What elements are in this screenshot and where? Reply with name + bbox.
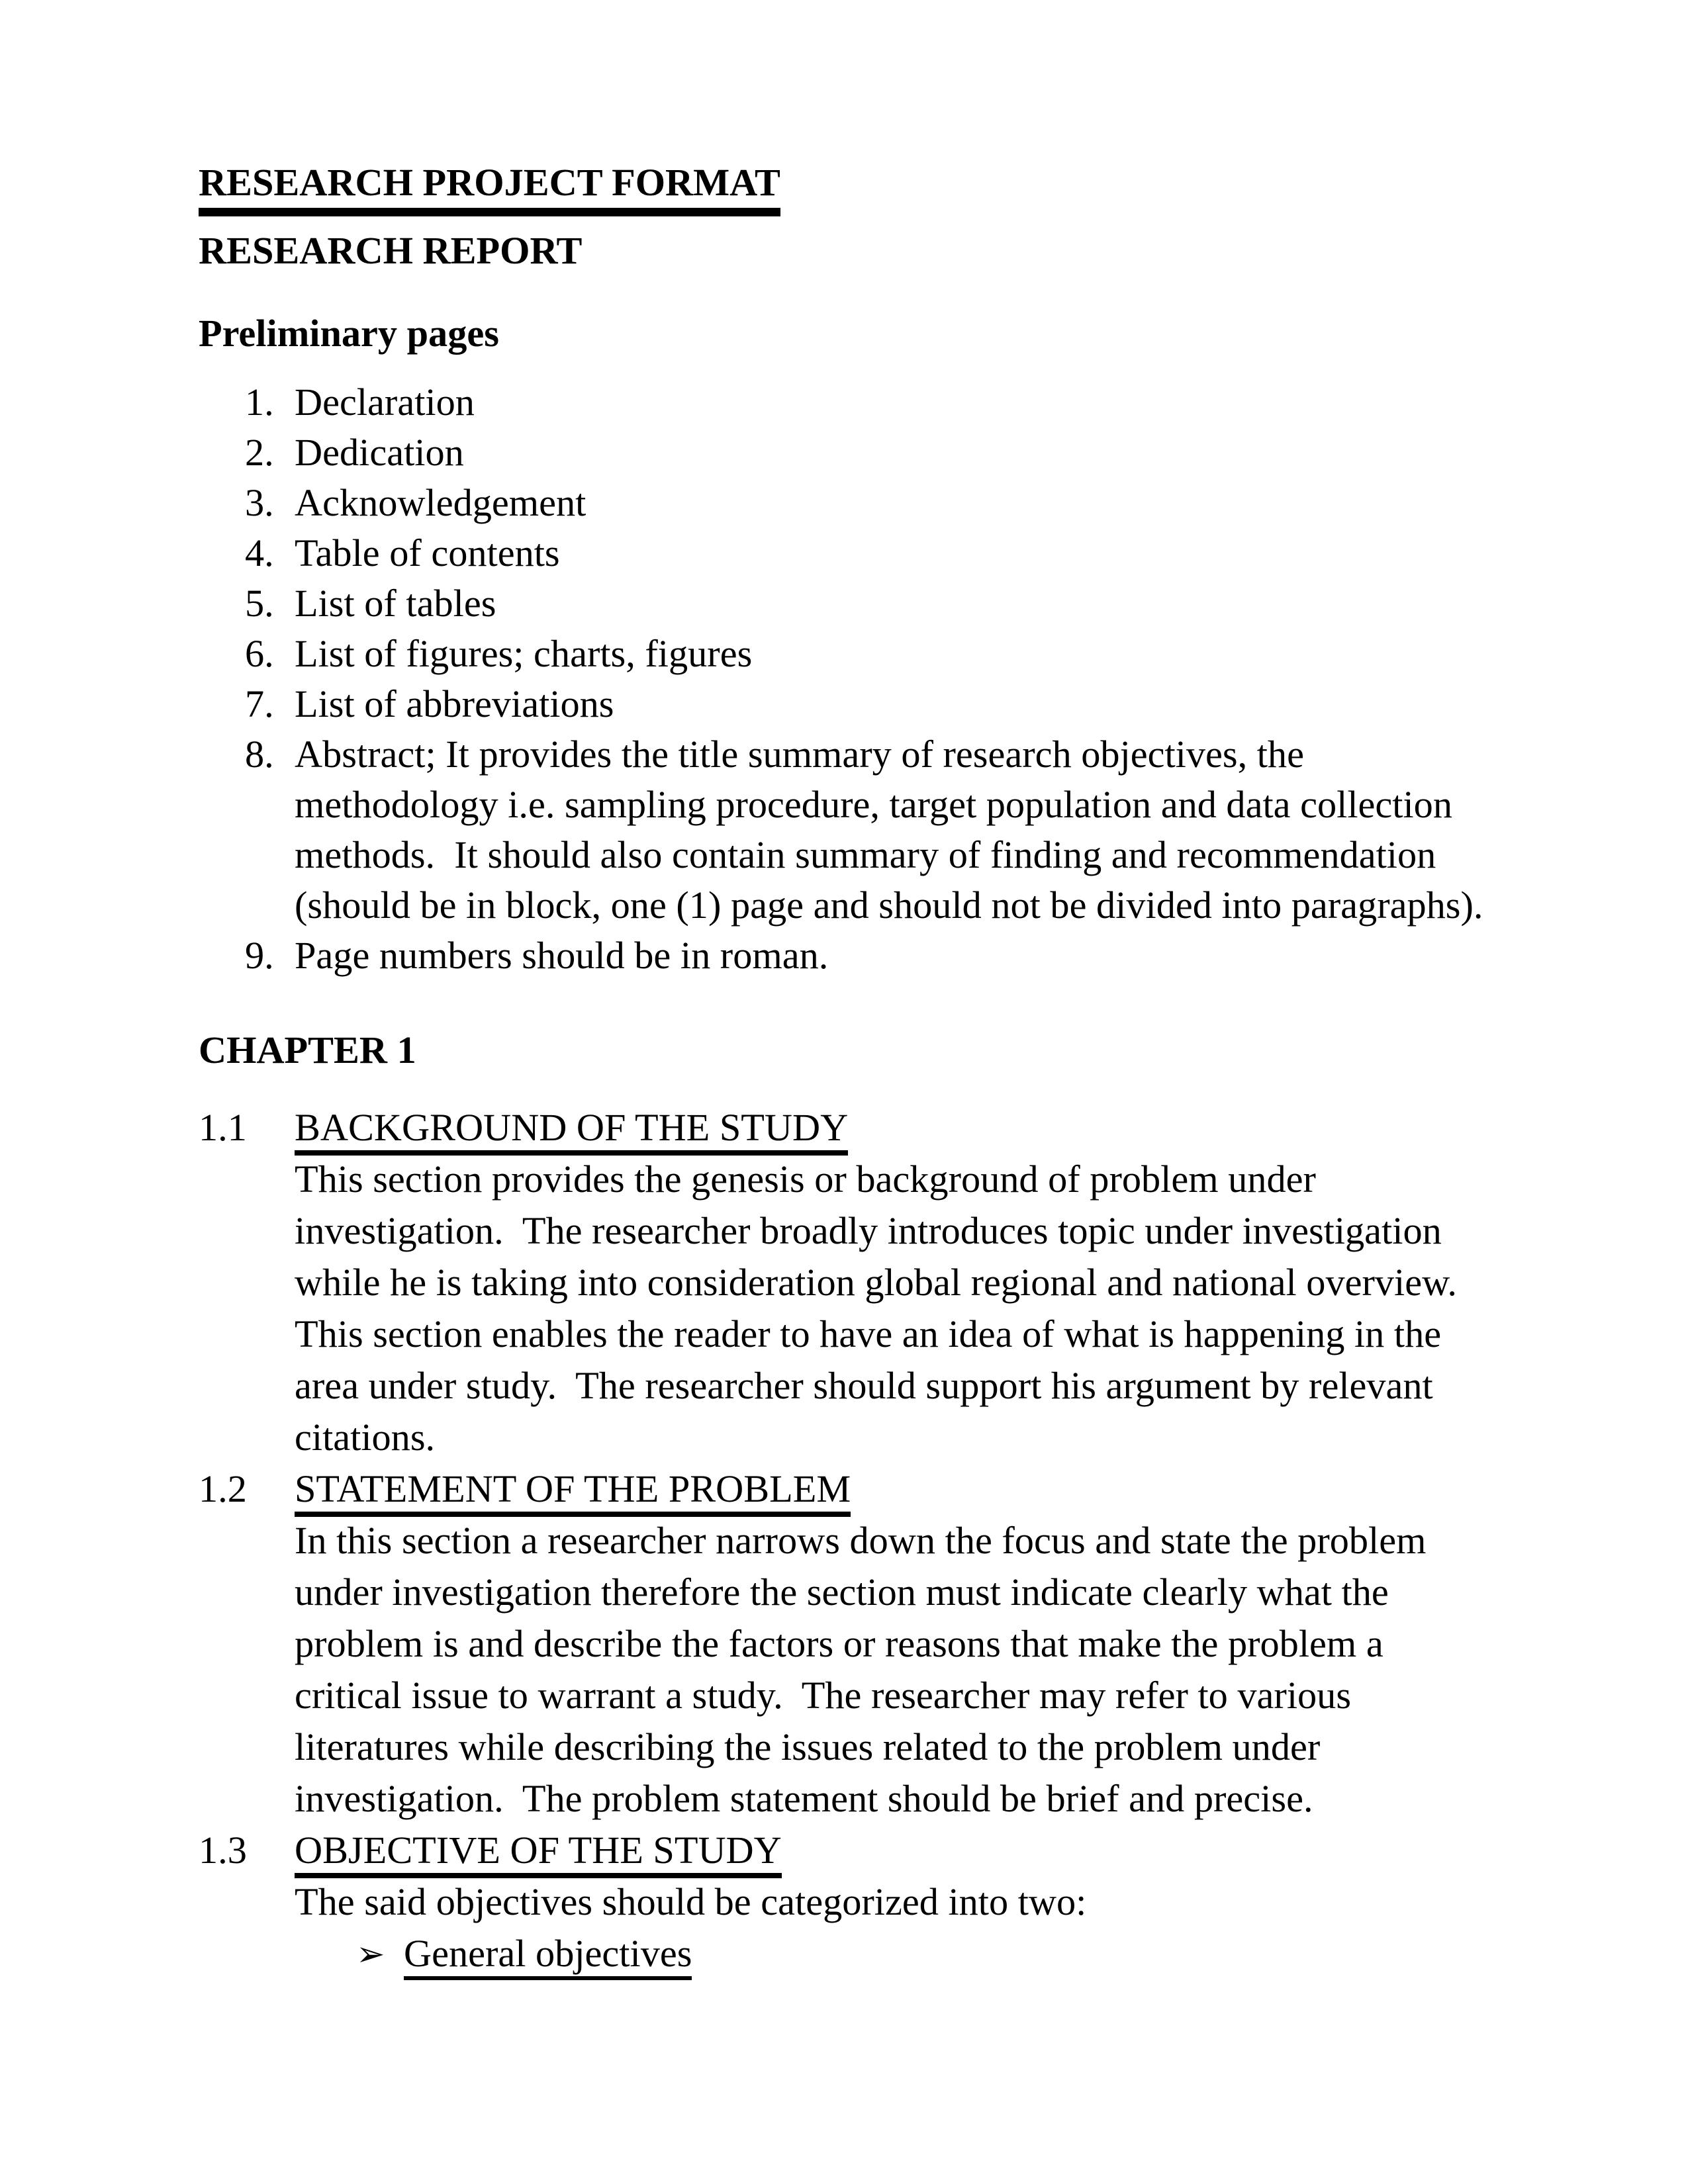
section-number: 1.3 [199,1829,247,1872]
preliminary-pages-list [199,377,1489,981]
list-item [199,377,1489,428]
list-item-number: 1. [245,381,274,424]
section-body: This section provides the genesis or background of problem under investigation. The researcher broadly introduces topic under investigation while he is taking into consideration global regional and national overview. This section enables the reader to have an idea of what is happening in the area under study. The researcher should support his argument by relevant citations. [295,1158,1476,1459]
section-objective-of-the-study [199,1825,1489,1979]
list-item-number: 3. [245,481,274,524]
list-item-number: 9. [245,934,274,977]
list-item [199,931,1489,981]
section-body: In this section a researcher narrows down the focus and state the problem under investigation therefore the section must indicate clearly what the problem is and describe the factors or reasons that make the problem a critical issue to warrant a study. The researcher may refer to various literatures while describing the issues related to the problem under investigation. The problem statement should be brief and precise. [295,1519,1436,1820]
list-item-number: 8. [245,733,274,776]
section-heading [295,1463,1489,1515]
section-heading-text: OBJECTIVE OF THE STUDY [295,1829,782,1878]
list-item-number: 2. [245,431,274,474]
list-item-number: 5. [245,582,274,625]
list-item-text: Dedication [295,431,464,474]
chapter-1-heading: CHAPTER 1 [199,1028,416,1071]
section-number: 1.1 [199,1106,247,1149]
list-item-number: 4. [245,531,274,574]
section-heading [295,1825,1489,1876]
list-item-text: Acknowledgement [295,481,586,524]
list-item-text: Page numbers should be in roman. [295,934,829,977]
section-intro: The said objectives should be categorized into two: [295,1880,1087,1923]
general-objectives-label: General objectives [404,1932,692,1980]
document-title [199,157,1489,208]
document-subtitle: RESEARCH REPORT [199,229,583,272]
list-item-text: Abstract; It provides the title summary of research objectives, the methodology i.e. sampling procedure, target population and data collection methods. It should also contain summary of finding and recommendation (should be in block, one (1) page and should not be divided into paragraphs). [295,733,1483,927]
preliminary-pages-heading: Preliminary pages [199,312,499,355]
list-item [199,729,1489,931]
list-item-text: Table of contents [295,531,560,574]
section-background-of-the-study [199,1102,1489,1463]
list-item-number: 7. [245,682,274,725]
general-objectives-bullet-item [295,1928,1489,1979]
list-item-text: List of abbreviations [295,682,614,725]
list-item [199,578,1489,629]
list-item [199,478,1489,528]
section-heading [295,1102,1489,1154]
list-item-number: 6. [245,632,274,675]
section-statement-of-the-problem [199,1463,1489,1825]
list-item-text: Declaration [295,381,475,424]
list-item [199,528,1489,578]
arrowhead-bullet-icon: ➢ [356,1934,385,1974]
list-item-text: List of figures; charts, figures [295,632,753,675]
section-heading-text: BACKGROUND OF THE STUDY [295,1106,848,1156]
section-heading-text: STATEMENT OF THE PROBLEM [295,1467,851,1517]
list-item-text: List of tables [295,582,496,625]
document-title-text: RESEARCH PROJECT FORMAT [199,161,780,216]
list-item [199,629,1489,679]
list-item [199,679,1489,729]
list-item [199,428,1489,478]
section-number: 1.2 [199,1467,247,1510]
